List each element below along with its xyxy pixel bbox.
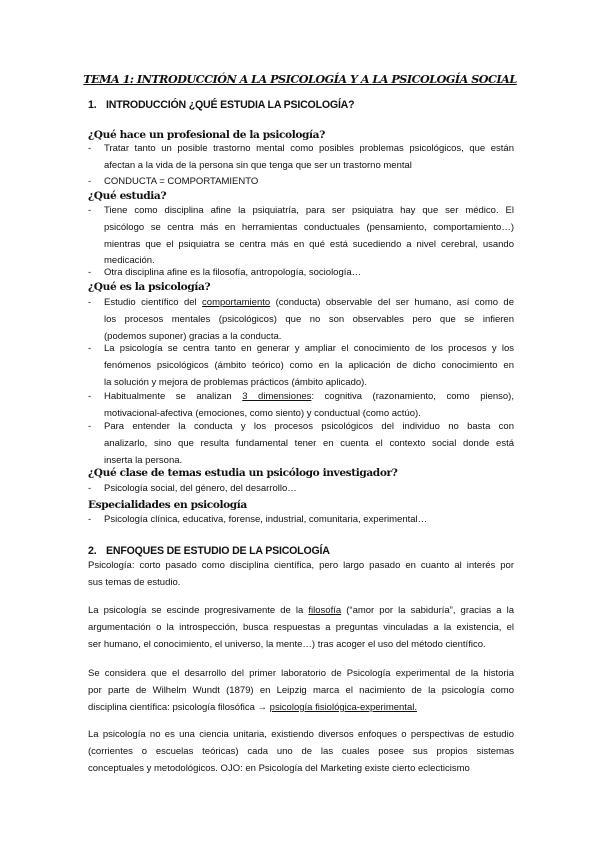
list-text-line: Para entender la conducta y los procesos psicológicos del individuo no basta con bbox=[104, 421, 514, 432]
list-text-line: Habitualmente se analizan 3 dimensiones: cognitiva (razonamiento, como pienso), bbox=[104, 391, 514, 402]
list-text-line: (podemos suponer) gracias a la conducta. bbox=[104, 330, 282, 342]
bullet-dash: - bbox=[88, 267, 92, 278]
paragraph-line: conceptuales y metodológicos. OJO: en Psicología del Marketing existe cierto eclecticismo bbox=[88, 762, 470, 774]
paragraph-line: (corrientes o escuelas teóricas) cada uno de las cuales posee sus propios sistemas bbox=[88, 745, 514, 757]
underlined-term: 3 dimensiones bbox=[242, 391, 312, 402]
paragraph-line: La psicología no es una ciencia unitaria, existiendo diversos enfoques o perspectivas de estudio bbox=[88, 729, 514, 740]
list-item bbox=[88, 203, 514, 271]
list-text-line: inserta la persona. bbox=[104, 454, 183, 466]
list-text-line: motivacional-afectiva (emociones, como siento) y conductual (como actúo). bbox=[104, 407, 421, 419]
bullet-dash: - bbox=[88, 143, 92, 154]
paragraph bbox=[88, 558, 514, 592]
list-item bbox=[88, 481, 514, 498]
bullet-dash: - bbox=[88, 421, 92, 432]
paragraph-line: ser humano, el conocimiento, el universo, la mente…) tras acoger el uso del método científico. bbox=[88, 638, 486, 650]
section-title: ENFOQUES DE ESTUDIO DE LA PSICOLOGÍA bbox=[106, 545, 330, 557]
question-heading: ¿Qué hace un profesional de la psicología? bbox=[88, 129, 325, 141]
question-heading: Especialidades en psicología bbox=[88, 499, 247, 511]
list-text-line: analizarlo, sino que resulta fundamental tener en cuenta el contexto social donde está bbox=[104, 437, 514, 449]
list-text-line: psicólogo se centra más en herramientas conductuales (pensamiento, comportamiento…) bbox=[104, 221, 514, 233]
bullet-dash: - bbox=[88, 391, 92, 402]
underlined-term: psicología fisiológica-experimental. bbox=[269, 701, 417, 713]
list-text-line: medicación. bbox=[104, 255, 155, 267]
paragraph bbox=[88, 666, 514, 716]
question-heading: ¿Qué clase de temas estudia un psicólogo investigador? bbox=[88, 467, 398, 479]
underlined-term: comportamiento bbox=[202, 297, 271, 308]
question-heading: ¿Qué es la psicología? bbox=[88, 281, 211, 293]
underlined-term: filosofía bbox=[308, 605, 342, 616]
list-text-line: Otra disciplina afine es la filosofía, antropología, sociología… bbox=[104, 267, 362, 278]
arrow-right-icon: → bbox=[257, 701, 268, 713]
list-text-line: Psicología social, del género, del desarrollo… bbox=[104, 483, 297, 494]
document-title: TEMA 1: INTRODUCCIÓN A LA PSICOLOGÍA Y A LA PSICOLOGÍA SOCIAL bbox=[83, 72, 517, 86]
list-text-line: fenómenos psicológicos (ámbito teórico) como en la aplicación de dicho conocimiento en bbox=[104, 359, 514, 371]
paragraph bbox=[88, 727, 514, 777]
bullet-dash: - bbox=[88, 176, 92, 187]
paragraph-line: disciplina científica: psicología filosófica → psicología fisiológica-experimental. bbox=[88, 701, 417, 713]
list-item bbox=[88, 141, 514, 175]
section-title: INTRODUCCIÓN ¿QUÉ ESTUDIA LA PSICOLOGÍA? bbox=[106, 99, 355, 111]
bullet-dash: - bbox=[88, 297, 92, 308]
list-item bbox=[88, 512, 514, 529]
list-item bbox=[88, 174, 514, 191]
list-text-line: Tiene como disciplina afine la psiquiatría, para ser psiquiatra hay que ser médico. El bbox=[104, 205, 514, 216]
list-item bbox=[88, 295, 514, 346]
list-item bbox=[88, 389, 514, 423]
list-item bbox=[88, 341, 514, 392]
question-heading: ¿Qué estudia? bbox=[88, 190, 167, 202]
list-item bbox=[88, 265, 514, 282]
paragraph-line: Psicología: corto pasado como disciplina científica, pero largo pasado en cuanto al interés por bbox=[88, 560, 514, 571]
list-text-line: Estudio científico del comportamiento (conducta) observable del ser humano, así como de bbox=[104, 297, 514, 308]
list-text-line: La psicología se centra tanto en generar y ampliar el conocimiento de los procesos y los bbox=[104, 343, 514, 354]
bullet-dash: - bbox=[88, 205, 92, 216]
section-1-heading bbox=[88, 99, 354, 111]
list-text-line: los procesos mentales (psicológicos) que no son observables pero que se infieren bbox=[104, 313, 514, 325]
list-text-line: afectan a la vida de la persona sin que tenga que ser un trastorno mental bbox=[104, 159, 412, 171]
bullet-dash: - bbox=[88, 483, 92, 494]
list-text-line: la solución y mejora de problemas prácticos (ámbito aplicado). bbox=[104, 376, 367, 388]
paragraph bbox=[88, 603, 514, 653]
paragraph-line: sus temas de estudio. bbox=[88, 576, 181, 588]
bullet-dash: - bbox=[88, 514, 92, 525]
list-text-line: CONDUCTA = COMPORTAMIENTO bbox=[104, 176, 259, 187]
paragraph-line: por parte de Wilhelm Wundt (1879) en Leipzig marca el nacimiento de la psicología como bbox=[88, 684, 514, 696]
list-text-line: Psicología clínica, educativa, forense, industrial, comunitaria, experimental… bbox=[104, 514, 428, 525]
section-number: 2. bbox=[88, 545, 97, 557]
list-item bbox=[88, 419, 514, 470]
list-text-line: Tratar tanto un posible trastorno mental como posibles problemas psicológicos, que están bbox=[104, 143, 514, 154]
section-2-heading bbox=[88, 545, 330, 557]
list-text-line: mientras que el psiquiatra se centra más en qué está sucediendo a nivel cerebral, usando bbox=[104, 238, 514, 250]
paragraph-line: Se considera que el desarrollo del primer laboratorio de Psicología experimental de la historia bbox=[88, 668, 514, 679]
bullet-dash: - bbox=[88, 343, 92, 354]
section-number: 1. bbox=[88, 99, 97, 111]
paragraph-line: argumentación o la introspección, busca respuestas a preguntas vinculadas a la existencia, el bbox=[88, 621, 514, 633]
paragraph-line: La psicología se escinde progresivamente de la filosofía (“amor por la sabiduría”, gracias a la bbox=[88, 605, 514, 616]
